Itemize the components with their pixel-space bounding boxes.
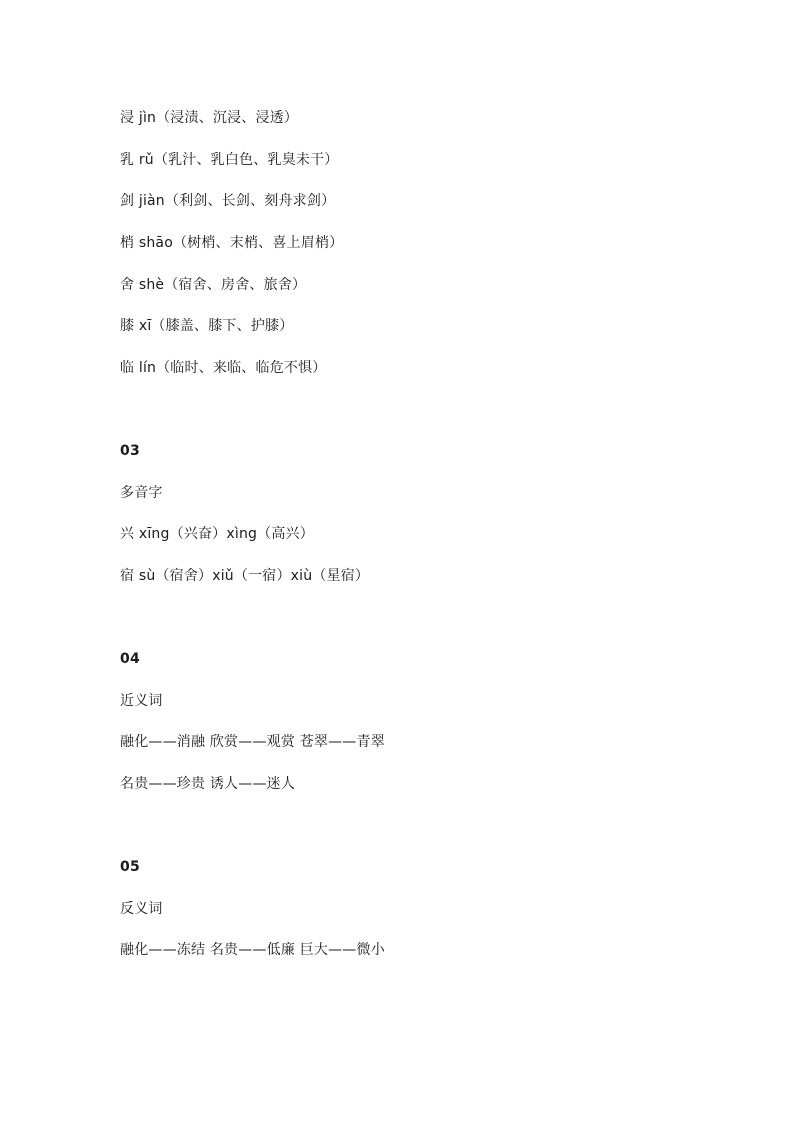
section-title-synonyms: 近义词: [120, 693, 163, 709]
synonym-line-1: 融化——消融 欣赏——观赏 苍翠——青翠: [120, 734, 385, 750]
character-entry-ru: 乳 rǔ（乳汁、乳白色、乳臭未干）: [120, 152, 339, 168]
character-entry-lin: 临 lín（临时、来临、临危不惧）: [120, 360, 327, 376]
section-number-04: 04: [120, 651, 140, 667]
character-entry-jian: 剑 jiàn（利剑、长剑、刻舟求剑）: [120, 193, 336, 209]
polyphonic-entry-xing: 兴 xīng（兴奋）xìng（高兴）: [120, 526, 314, 542]
character-entry-shao: 梢 shāo（树梢、末梢、喜上眉梢）: [120, 235, 344, 251]
section-number-05: 05: [120, 859, 140, 875]
character-entry-xi: 膝 xī（膝盖、膝下、护膝）: [120, 318, 294, 334]
character-entry-she: 舍 shè（宿舍、房舍、旅舍）: [120, 277, 307, 293]
synonym-line-2: 名贵——珍贵 诱人——迷人: [120, 776, 296, 792]
section-title-polyphonic: 多音字: [120, 485, 163, 501]
section-number-03: 03: [120, 443, 140, 459]
section-title-antonyms: 反义词: [120, 901, 163, 917]
polyphonic-entry-su: 宿 sù（宿舍）xiǔ（一宿）xiù（星宿）: [120, 568, 370, 584]
antonym-line-1: 融化——冻结 名贵——低廉 巨大——微小: [120, 942, 385, 958]
character-entry-jin: 浸 jìn（浸渍、沉浸、浸透）: [120, 110, 299, 126]
